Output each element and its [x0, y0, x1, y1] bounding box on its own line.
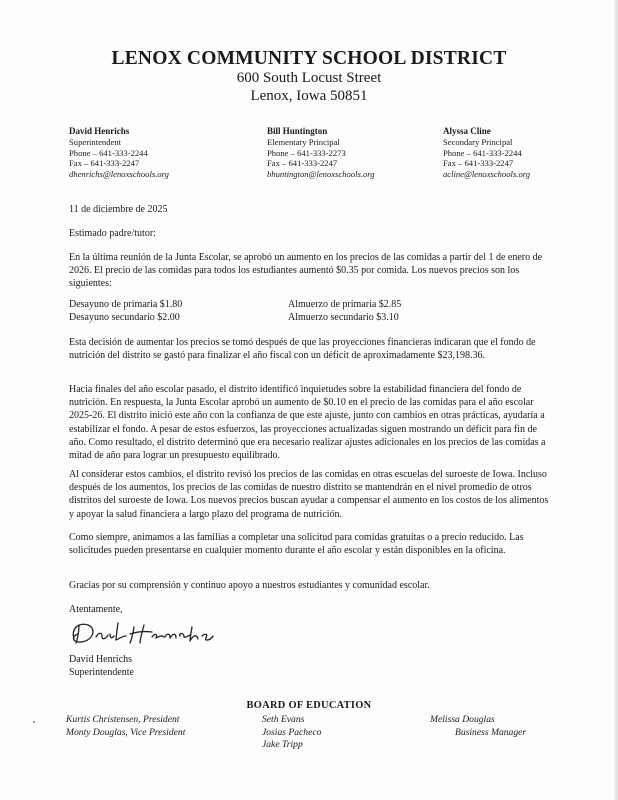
contact-name: Alyssa Cline — [443, 126, 491, 136]
contact-name: David Henrichs — [69, 126, 130, 136]
district-title: LENOX COMMUNITY SCHOOL DISTRICT — [111, 48, 507, 69]
breakfast-prices — [69, 298, 182, 324]
signer-name: David Henrichs — [69, 654, 133, 665]
contact-elementary-principal — [267, 126, 375, 180]
paragraph-intro: En la última reunión de la Junta Escolar, se aprobó un aumento en los precios de las comidas a partir del 1 de enero de 2026. El precio de las comidas para todos los estudiantes aumentó $0.35 por comida. Los nuevos precios son los siguientes: — [69, 252, 543, 290]
paragraph-history: Hacia finales del año escolar pasado, el distrito identificó inquietudes sobre la estabilidad financiera del fondo de nutrición. En respuesta, la Junta Escolar aprobó un aumento de $0.10 en el precio de las comidas para el año escolar 2025-26. El distrito inició este año con la confianza de que este ajuste, junto con cambios en otras prácticas, ayudaría a estabilizar el fondo. A pesar de estos esfuerzos, las proyecciones actualizadas siguen mostrando un déficit para fin de año. Como resultado, el distrito determinó que era necesario realizar ajustes adicionales en los precios de las comidas a mitad de año para lograr un presupuesto equilibrado. — [69, 384, 546, 462]
scan-speck — [33, 721, 35, 723]
contact-title: Elementary Principal — [267, 136, 340, 147]
salutation: Estimado padre/tutor: — [69, 228, 156, 239]
paragraph-applications: Como siempre, animamos a las familias a completar una solicitud para comidas gratuitas o a precio reducido. Las solicitudes pueden presentarse en cualquier momento durante el año escolar y están disponibles en la oficina. — [69, 532, 524, 557]
contact-fax: Fax – 641-333-2247 — [69, 158, 140, 169]
board-member: Josias Pacheco — [262, 726, 322, 738]
board-officers — [66, 714, 185, 739]
contact-fax: Fax – 641-333-2247 — [267, 158, 338, 169]
board-member: Seth Evans — [262, 714, 305, 725]
contact-phone: Phone – 641-333-2244 — [69, 147, 148, 158]
board-heading: BOARD OF EDUCATION — [246, 700, 372, 711]
board-member: Jake Tripp — [262, 739, 303, 750]
handwritten-signature — [66, 617, 226, 651]
board-member: Monty Douglas, Vice President — [66, 726, 186, 738]
board-members — [262, 714, 321, 752]
price-lunch-elementary: Almuerzo de primaria $2.85 — [288, 299, 402, 310]
paragraph-comparison: Al considerar estos cambios, el distrito revisó los precios de las comidas en otras escuelas del suroeste de Iowa. Incluso después de los aumentos, los precios de las comidas de nuestro distrito se mantendrán en el nivel promedio de otros distritos del suroeste de Iowa. Los nuevos precios buscan ayudar a compensar el aumento en los costos de los alimentos y apoyar la salud financiera a largo plazo del programa de nutrición. — [69, 469, 549, 520]
contact-secondary-principal — [443, 126, 530, 180]
contact-name: Bill Huntington — [267, 126, 328, 136]
contact-email: dhenrichs@lenoxschools.org — [69, 169, 169, 180]
price-lunch-secondary: Almuerzo secundario $3.10 — [288, 312, 399, 324]
paragraph-thanks: Gracias por su comprensión y continuo apoyo a nuestros estudiantes y comunidad escolar. — [69, 580, 430, 591]
contact-title: Superintendent — [69, 136, 122, 147]
lunch-prices — [288, 298, 401, 324]
scan-edge — [614, 0, 618, 800]
address-street: 600 South Locust Street — [236, 70, 382, 86]
business-manager — [430, 714, 526, 739]
contact-email: acline@lenoxschools.org — [443, 169, 531, 180]
contact-email: bhuntington@lenoxschools.org — [267, 169, 375, 180]
letter-date: 11 de diciembre de 2025 — [69, 204, 168, 215]
price-breakfast-elementary: Desayuno de primaria $1.80 — [69, 299, 183, 310]
contact-title: Secondary Principal — [443, 136, 513, 147]
board-member-role: Business Manager — [455, 726, 527, 738]
paragraph-decision: Esta decisión de aumentar los precios se tomó después de que las proyecciones financieras indicaran que el fondo de nutrición del distrito se gastó para finalizar el año fiscal con un déficit de aproximadamente $23,198.36. — [69, 337, 536, 362]
contact-phone: Phone – 641-333-2273 — [267, 147, 346, 158]
board-member: Kurtis Christensen, President — [66, 714, 180, 725]
closing: Atentamente, — [69, 604, 123, 615]
contact-phone: Phone – 641-333-2244 — [443, 147, 522, 158]
signer-title: Superintendente — [69, 667, 134, 678]
contact-fax: Fax – 641-333-2247 — [443, 158, 514, 169]
contact-superintendent — [69, 126, 169, 180]
price-breakfast-secondary: Desayuno secundario $2.00 — [69, 312, 180, 324]
board-member: Melissa Douglas — [430, 714, 495, 725]
address-city: Lenox, Iowa 50851 — [250, 88, 368, 104]
